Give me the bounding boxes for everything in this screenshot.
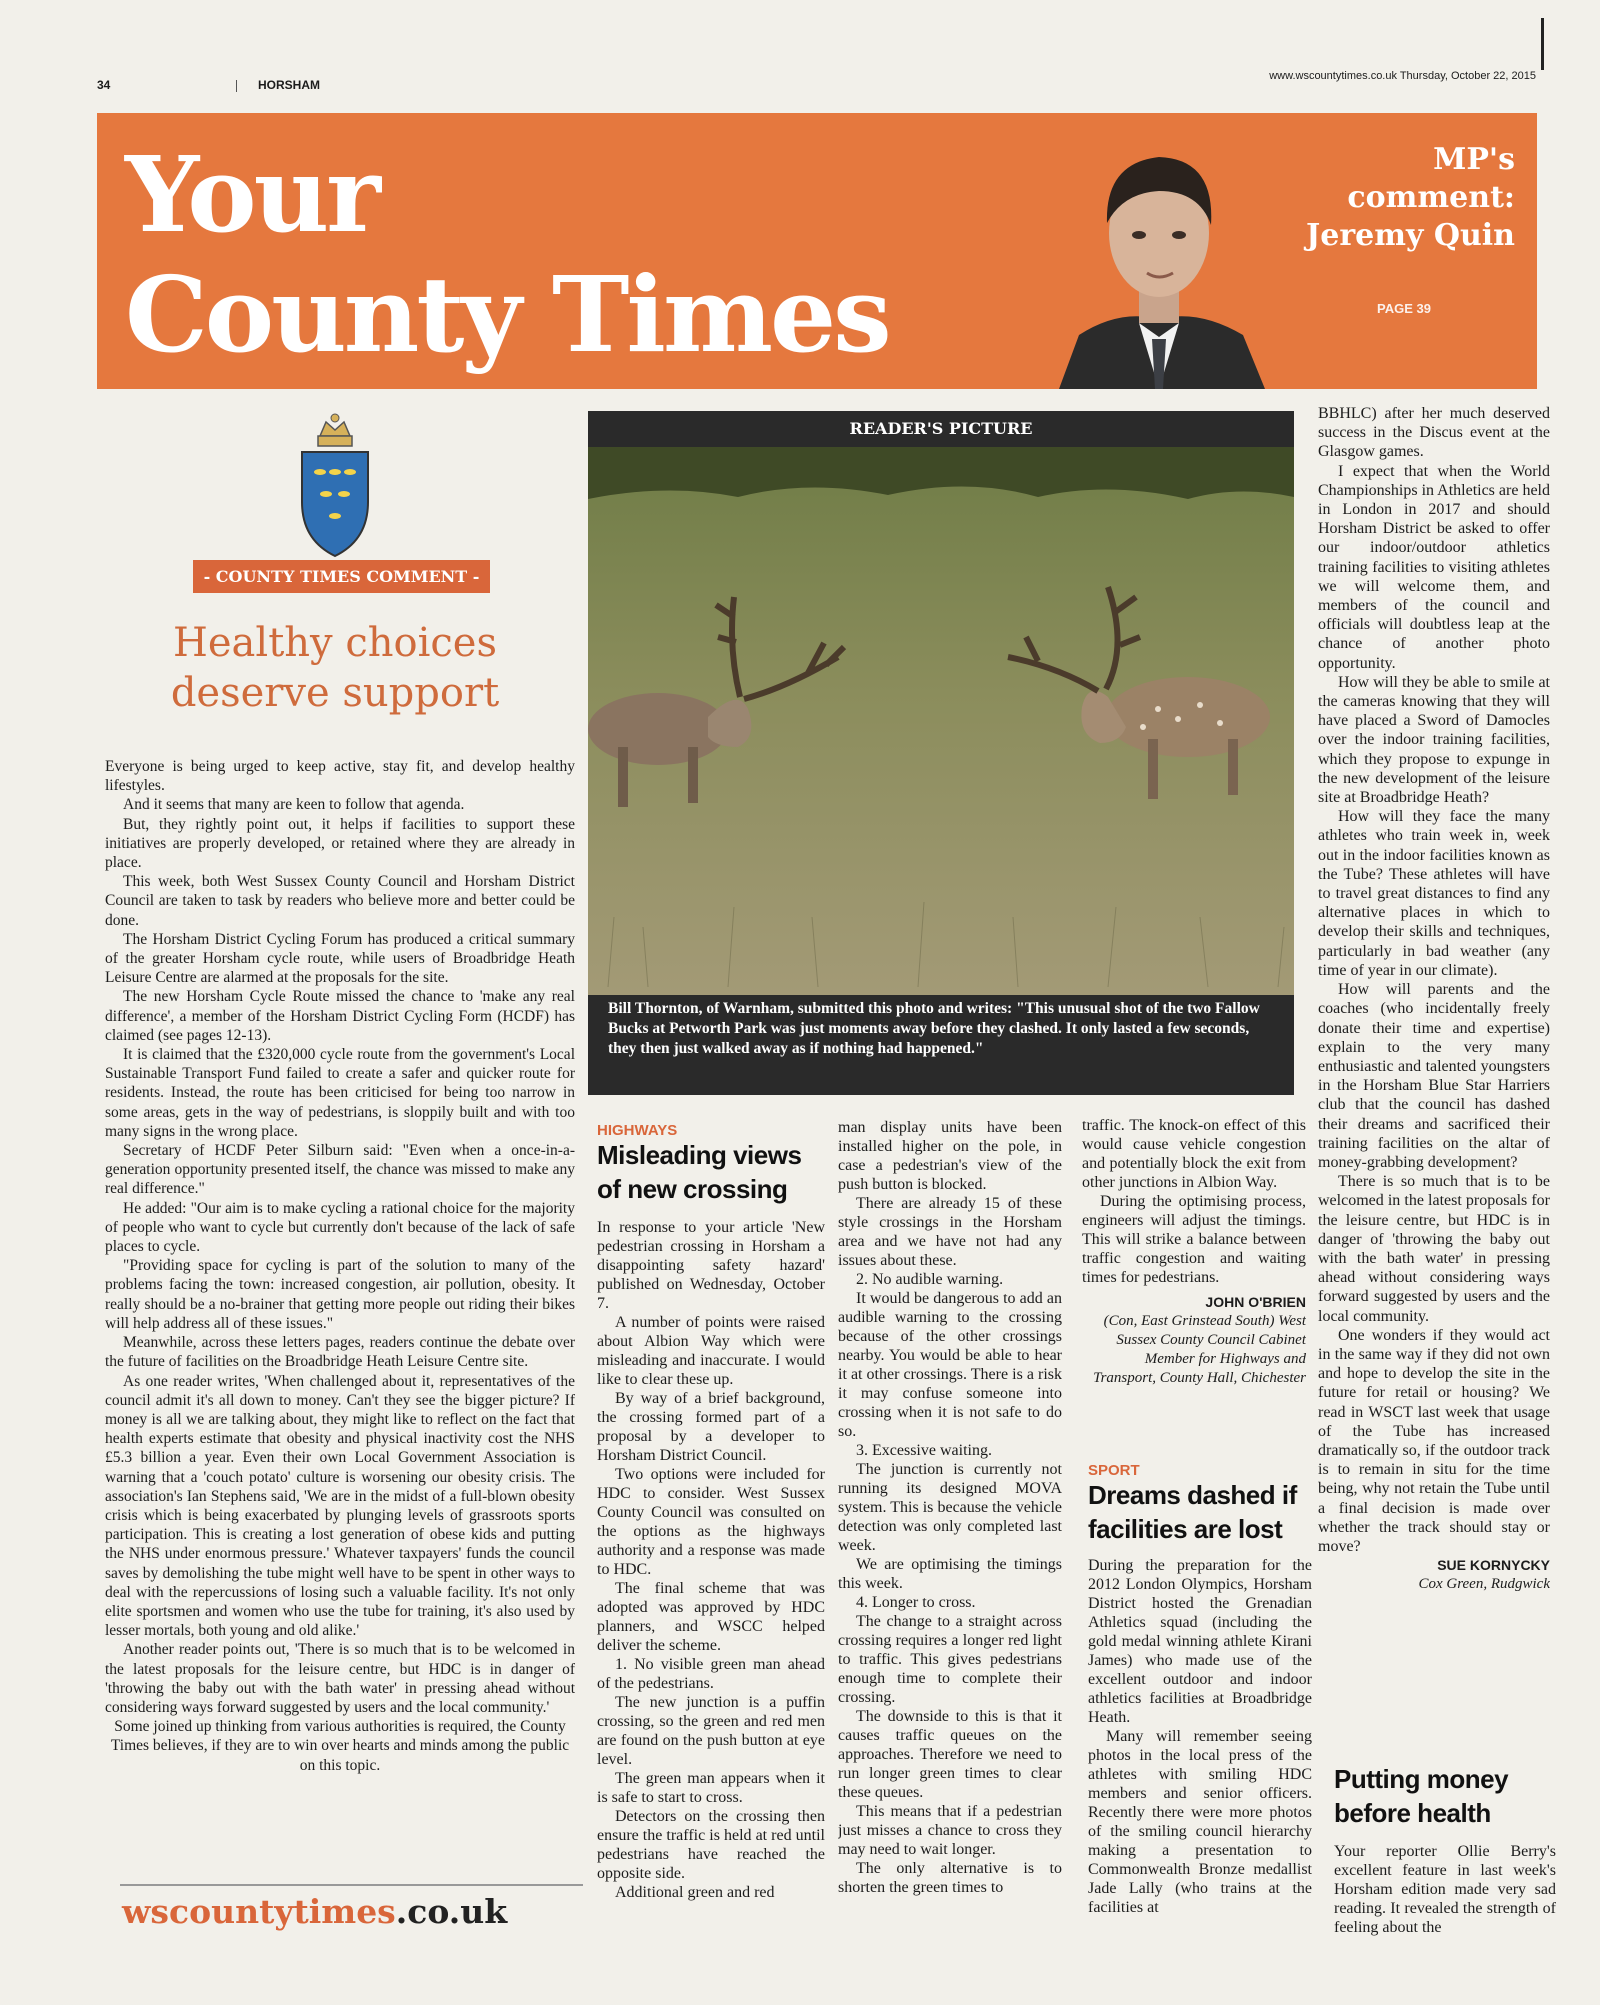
letter-paragraph: One wonders if they would act in the same way if they did not own and hope to develop the site in the future for retail or housing? We read in WSCT last week that usage of the Tube has increased dramatically so, if the outdoor track is to remain in situ for the time being, why not retain the Tube until a final decision is made over whether the track should stay or move? [1318, 1326, 1550, 1555]
editorial-paragraph: It is claimed that the £320,000 cycle route from the government's Local Sustainable Transport Fund failed to create a safer and quicker route for residents. Instead, the route has been criticised for being too narrow in some areas, gets in the way of pedestrians, is sloppily built and with too many signs in the wrong place. [105, 1046, 575, 1140]
letter-paragraph: The new junction is a puffin crossing, so the green and red men are found on the push button at eye level. [597, 1694, 825, 1768]
editorial-paragraph: This week, both West Sussex County Council and Horsham District Council are taken to task by readers who believe more and better could be done. [105, 873, 575, 929]
page-number: 34 [97, 78, 111, 92]
county-crest-icon [290, 412, 380, 562]
site-url-link[interactable] [122, 1892, 507, 1931]
letter-paragraph: How will they face the many athletes who train week in, week out in the indoor facilities known as the Tube? These athletes will have to travel great distances to find any alternative places in which to develop their skills and techniques, particularly in bad weather (any time of year in our climate). [1318, 808, 1550, 979]
letter-paragraph: There are already 15 of these style crossings in the Horsham area and we have not had any issues about these. [838, 1195, 1062, 1269]
readers-picture-caption: Bill Thornton, of Warnham, submitted this photo and writes: "This unusual shot of the two Fallow Bucks at Petworth Park was just moments away before they clashed. It only lasted a few seconds, they then just walked away as if nothing had happened." [608, 1000, 1260, 1057]
editorial-headline [105, 618, 565, 718]
crossing-headline-line2: of new crossing [597, 1174, 788, 1204]
editorial-paragraph: But, they rightly point out, it helps if facilities to support these initiatives are properly developed, or retained where they are already in place. [105, 815, 575, 872]
sport-section-label: SPORT [1088, 1462, 1140, 1479]
letter-paragraph: The change to a straight across crossing requires a longer red light to traffic. This gives pedestrians enough time to complete their crossing. [838, 1613, 1062, 1706]
mp-portrait [1039, 113, 1279, 389]
masthead [97, 113, 1537, 389]
sport-signature-name: SUE KORNYCKY [1437, 1557, 1550, 1574]
sport-letter-continuation [1318, 404, 1550, 1738]
health-letter-col [1334, 1842, 1556, 1942]
crossing-signature-location: (Con, East Grinstead South) West Sussex County Council Cabinet Member for Highways and Transport, County Hall, Chichester [1093, 1313, 1306, 1386]
letter-paragraph: Two options were included for HDC to consider. West Sussex County Council was consulted on the options as the highways authority and a response was made to HDC. [597, 1466, 825, 1578]
letter-paragraph: How will parents and the coaches (who incidentally freely donate their time and expertise) explain to the very many enthusiastic and talented youngsters in the Horsham Blue Star Harriers club that the council has dashed their dreams and sacrificed their training facilities on the altar of money-grabbing development? [1318, 981, 1550, 1171]
site-date: www.wscountytimes.co.uk Thursday, October 22, 2015 [1269, 70, 1536, 82]
health-headline [1334, 1762, 1554, 1830]
masthead-title-line2: County Times [125, 253, 889, 376]
letter-paragraph: 2. No audible warning. [856, 1271, 1004, 1288]
editorial-headline-line2: deserve support [170, 670, 500, 716]
editorial-paragraph: He added: "Our aim is to make cycling a rational choice for the majority of people who want to cycle but currently don't because of the lack of safe places to cycle. [105, 1199, 575, 1256]
letter-paragraph: Detectors on the crossing then ensure the traffic is held at red until pedestrians have reached the opposite side. [597, 1808, 825, 1882]
mp-comment-line2: comment: [1347, 180, 1515, 215]
folio-divider [236, 80, 237, 92]
letter-paragraph: The final scheme that was adopted was approved by HDC planners, and WSCC helped deliver the scheme. [597, 1580, 825, 1654]
letter-paragraph: By way of a brief background, the crossing formed part of a proposal by a developer to Horsham District Council. [597, 1390, 825, 1464]
letter-paragraph: 4. Longer to cross. [856, 1594, 976, 1611]
county-times-comment-label: - COUNTY TIMES COMMENT - [193, 560, 490, 593]
letter-paragraph: The only alternative is to shorten the green times to [838, 1860, 1062, 1896]
letter-paragraph: The green man appears when it is safe to start to cross. [597, 1770, 825, 1806]
sport-headline-line2: facilities are lost [1088, 1514, 1283, 1544]
crossing-signature-name: JOHN O'BRIEN [1205, 1294, 1306, 1310]
letter-paragraph: 1. No visible green man ahead of the pedestrians. [597, 1656, 825, 1692]
editorial-paragraph: The Horsham District Cycling Forum has produced a critical summary of the greater Horsham cycle route, while users of Broadbridge Heath Leisure Centre are alarmed at the proposals for the site. [105, 930, 575, 987]
editorial-paragraph: Another reader points out, 'There is so much that is to be welcomed in the latest proposals for the leisure centre, but HDC is in danger of 'throwing the baby out with the bath water' in pressing ahead without considering ways forward suggested by users and the local community.' [105, 1641, 575, 1716]
mp-page-ref: PAGE 39 [1377, 301, 1431, 316]
editorial-paragraph: Some joined up thinking from various authorities is required, the County Times believes, if they are to win over hearts and minds among the public on this topic. [110, 1718, 570, 1774]
crossing-headline [597, 1138, 827, 1206]
mp-comment-name: Jeremy Quin [1306, 218, 1515, 253]
mp-comment-line1: MP's [1433, 142, 1515, 177]
fallow-bucks-photo [588, 447, 1294, 995]
sport-headline [1088, 1478, 1308, 1546]
letter-paragraph: traffic. The knock-on effect of this would cause vehicle congestion and potentially block the exit from other junctions in Albion Way. [1082, 1117, 1306, 1191]
crossing-letter-col3 [1082, 1116, 1306, 1452]
highways-section-label: HIGHWAYS [597, 1122, 678, 1139]
editorial-paragraph: Everyone is being urged to keep active, stay fit, and develop healthy lifestyles. [105, 758, 575, 795]
section-name: HORSHAM [258, 78, 320, 92]
editorial-headline-line1: Healthy choices [173, 620, 497, 666]
letter-paragraph: In response to your article 'New pedestrian crossing in Horsham a disappointing safety hazard' published on Wednesday, October 7. [597, 1219, 825, 1312]
crossing-letter-col1 [597, 1218, 825, 1948]
editorial-paragraph: And it seems that many are keen to follow that agenda. [123, 796, 465, 814]
editorial-body [105, 757, 575, 1872]
letter-paragraph: The downside to this is that it causes traffic queues on the approaches. Therefore we need to run longer green times to clear these queues. [838, 1708, 1062, 1801]
letter-paragraph: The junction is currently not running its designed MOVA system. This is because the vehicle detection was only completed last week. [838, 1461, 1062, 1554]
letter-paragraph: Additional green and red [615, 1884, 775, 1901]
sport-letter-col [1088, 1556, 1312, 1948]
editorial-paragraph: The new Horsham Cycle Route missed the chance to 'make any real difference', a member of the Horsham District Cycling Form (HCDF) has claimed (see pages 12-13). [105, 988, 575, 1044]
readers-picture-label: READER'S PICTURE [849, 419, 1033, 438]
letter-paragraph: This means that if a pedestrian just misses a chance to cross they may need to wait longer. [838, 1803, 1062, 1858]
editorial-paragraph: Meanwhile, across these letters pages, readers continue the debate over the future of facilities on the Broadbridge Heath Leisure Centre site. [105, 1334, 575, 1371]
letter-paragraph: BBHLC) after her much deserved success in the Discus event at the Glasgow games. [1318, 405, 1550, 461]
health-headline-line1: Putting money [1334, 1764, 1509, 1794]
letter-paragraph: Many will remember seeing photos in the local press of the athletes with smiling HDC members and senior officers. Recently there were more photos of the smiling council hierarchy making a presentation to Commonwealth Bronze medallist Jade Lally (who trains at the facilities at [1088, 1728, 1312, 1916]
health-headline-line2: before health [1334, 1798, 1491, 1828]
letter-paragraph: During the preparation for the 2012 London Olympics, Horsham District hosted the Grenadian Athletics squad (including the gold medal winning athlete Kirani James) who made use of the excellent outdoor and indoor athletics facilities at Broadbridge Heath. [1088, 1557, 1312, 1726]
letter-paragraph: I expect that when the World Championships in Athletics are held in London in 2017 and should Horsham District be asked to offer our indoor/outdoor athletics training facilities to visiting athletes we will welcome them, and members of the council and officials will doubtless leap at the chance of another photo opportunity. [1318, 462, 1550, 672]
site-url-main: wscountytimes [122, 1892, 396, 1931]
letter-paragraph: Your reporter Ollie Berry's excellent feature in last week's Horsham edition made very sad reading. It revealed the strength of feeling about the [1334, 1843, 1556, 1936]
site-url-tld: .co.uk [395, 1892, 508, 1931]
letter-paragraph: man display units have been installed higher on the pole, in case a pedestrian's view of the push button is blocked. [838, 1119, 1062, 1193]
letter-paragraph: It would be dangerous to add an audible warning to the crossing because of the other crossings nearby. You would be able to hear it at other crossings. There is a risk it may confuse someone into crossing when it is not safe to do so. [838, 1290, 1062, 1440]
footer-rule [120, 1884, 583, 1886]
letter-paragraph: During the optimising process, engineers will adjust the timings. This will strike a balance between traffic congestion and waiting times for pedestrians. [1082, 1193, 1306, 1286]
letter-paragraph: We are optimising the timings this week. [838, 1556, 1062, 1592]
letter-paragraph: A number of points were raised about Albion Way which were misleading and inaccurate. I would like to clear these up. [597, 1314, 825, 1388]
letter-paragraph: 3. Excessive waiting. [856, 1442, 992, 1459]
masthead-title [125, 135, 889, 375]
sport-headline-line1: Dreams dashed if [1088, 1480, 1297, 1510]
edge-mark [1541, 18, 1544, 70]
letter-paragraph: There is so much that is to be welcomed in the latest proposals for the leisure centre, but HDC is in danger of 'throwing the baby out with the bath water' in pressing ahead without considering ways forward suggested by users and the local community. [1318, 1173, 1550, 1325]
crossing-letter-col2 [838, 1118, 1062, 1948]
masthead-title-line1: Your [125, 133, 378, 256]
editorial-paragraph: "Providing space for cycling is part of the solution to many of the problems facing the town: increased congestion, air pollution, obesity. It really should be a no-brainer that getting more people out riding their bikes will help address all of these issues." [105, 1257, 575, 1332]
readers-picture [588, 411, 1294, 1095]
sport-signature-location: Cox Green, Rudgwick [1418, 1576, 1550, 1593]
mp-comment-heading [1306, 141, 1515, 255]
editorial-paragraph: As one reader writes, 'When challenged about it, representatives of the council admit it's all down to money. Can't they see the bigger picture? If money is all we are talking about, they might like to reflect on the fact that health experts estimate that obesity and physical inactivity cost the NHS £5.3 billion a year. Even their own Local Government Association is warning that a 'couch potato' culture is worsening our obesity crisis. The association's Ian Stephens said, 'We are in the midst of a full-blown obesity crisis which is being exacerbated by plunging levels of grassroots sports participation. This is creating a lost generation of obese kids and putting the NHS under enormous pressure.' Whatever taxpayers' funds the council saves by demolishing the tube might well have to be spent in other ways to deal with the repercussions of losing such a valuable facility. It's not only elite sportsmen and women who use the tube for training, it's also used by lesser mortals, both young and old alike.' [105, 1372, 575, 1640]
letter-paragraph: How will they be able to smile at the cameras knowing that they will have placed a Sword of Damocles over the indoor training facilities, which they propose to expunge in the new development of the leisure site at Broadbridge Heath? [1318, 673, 1550, 807]
crossing-headline-line1: Misleading views [597, 1140, 802, 1170]
editorial-paragraph: Secretary of HCDF Peter Silburn said: "Even when a once-in-a-generation opportunity presented itself, the chance was missed to make any real difference." [105, 1142, 575, 1198]
